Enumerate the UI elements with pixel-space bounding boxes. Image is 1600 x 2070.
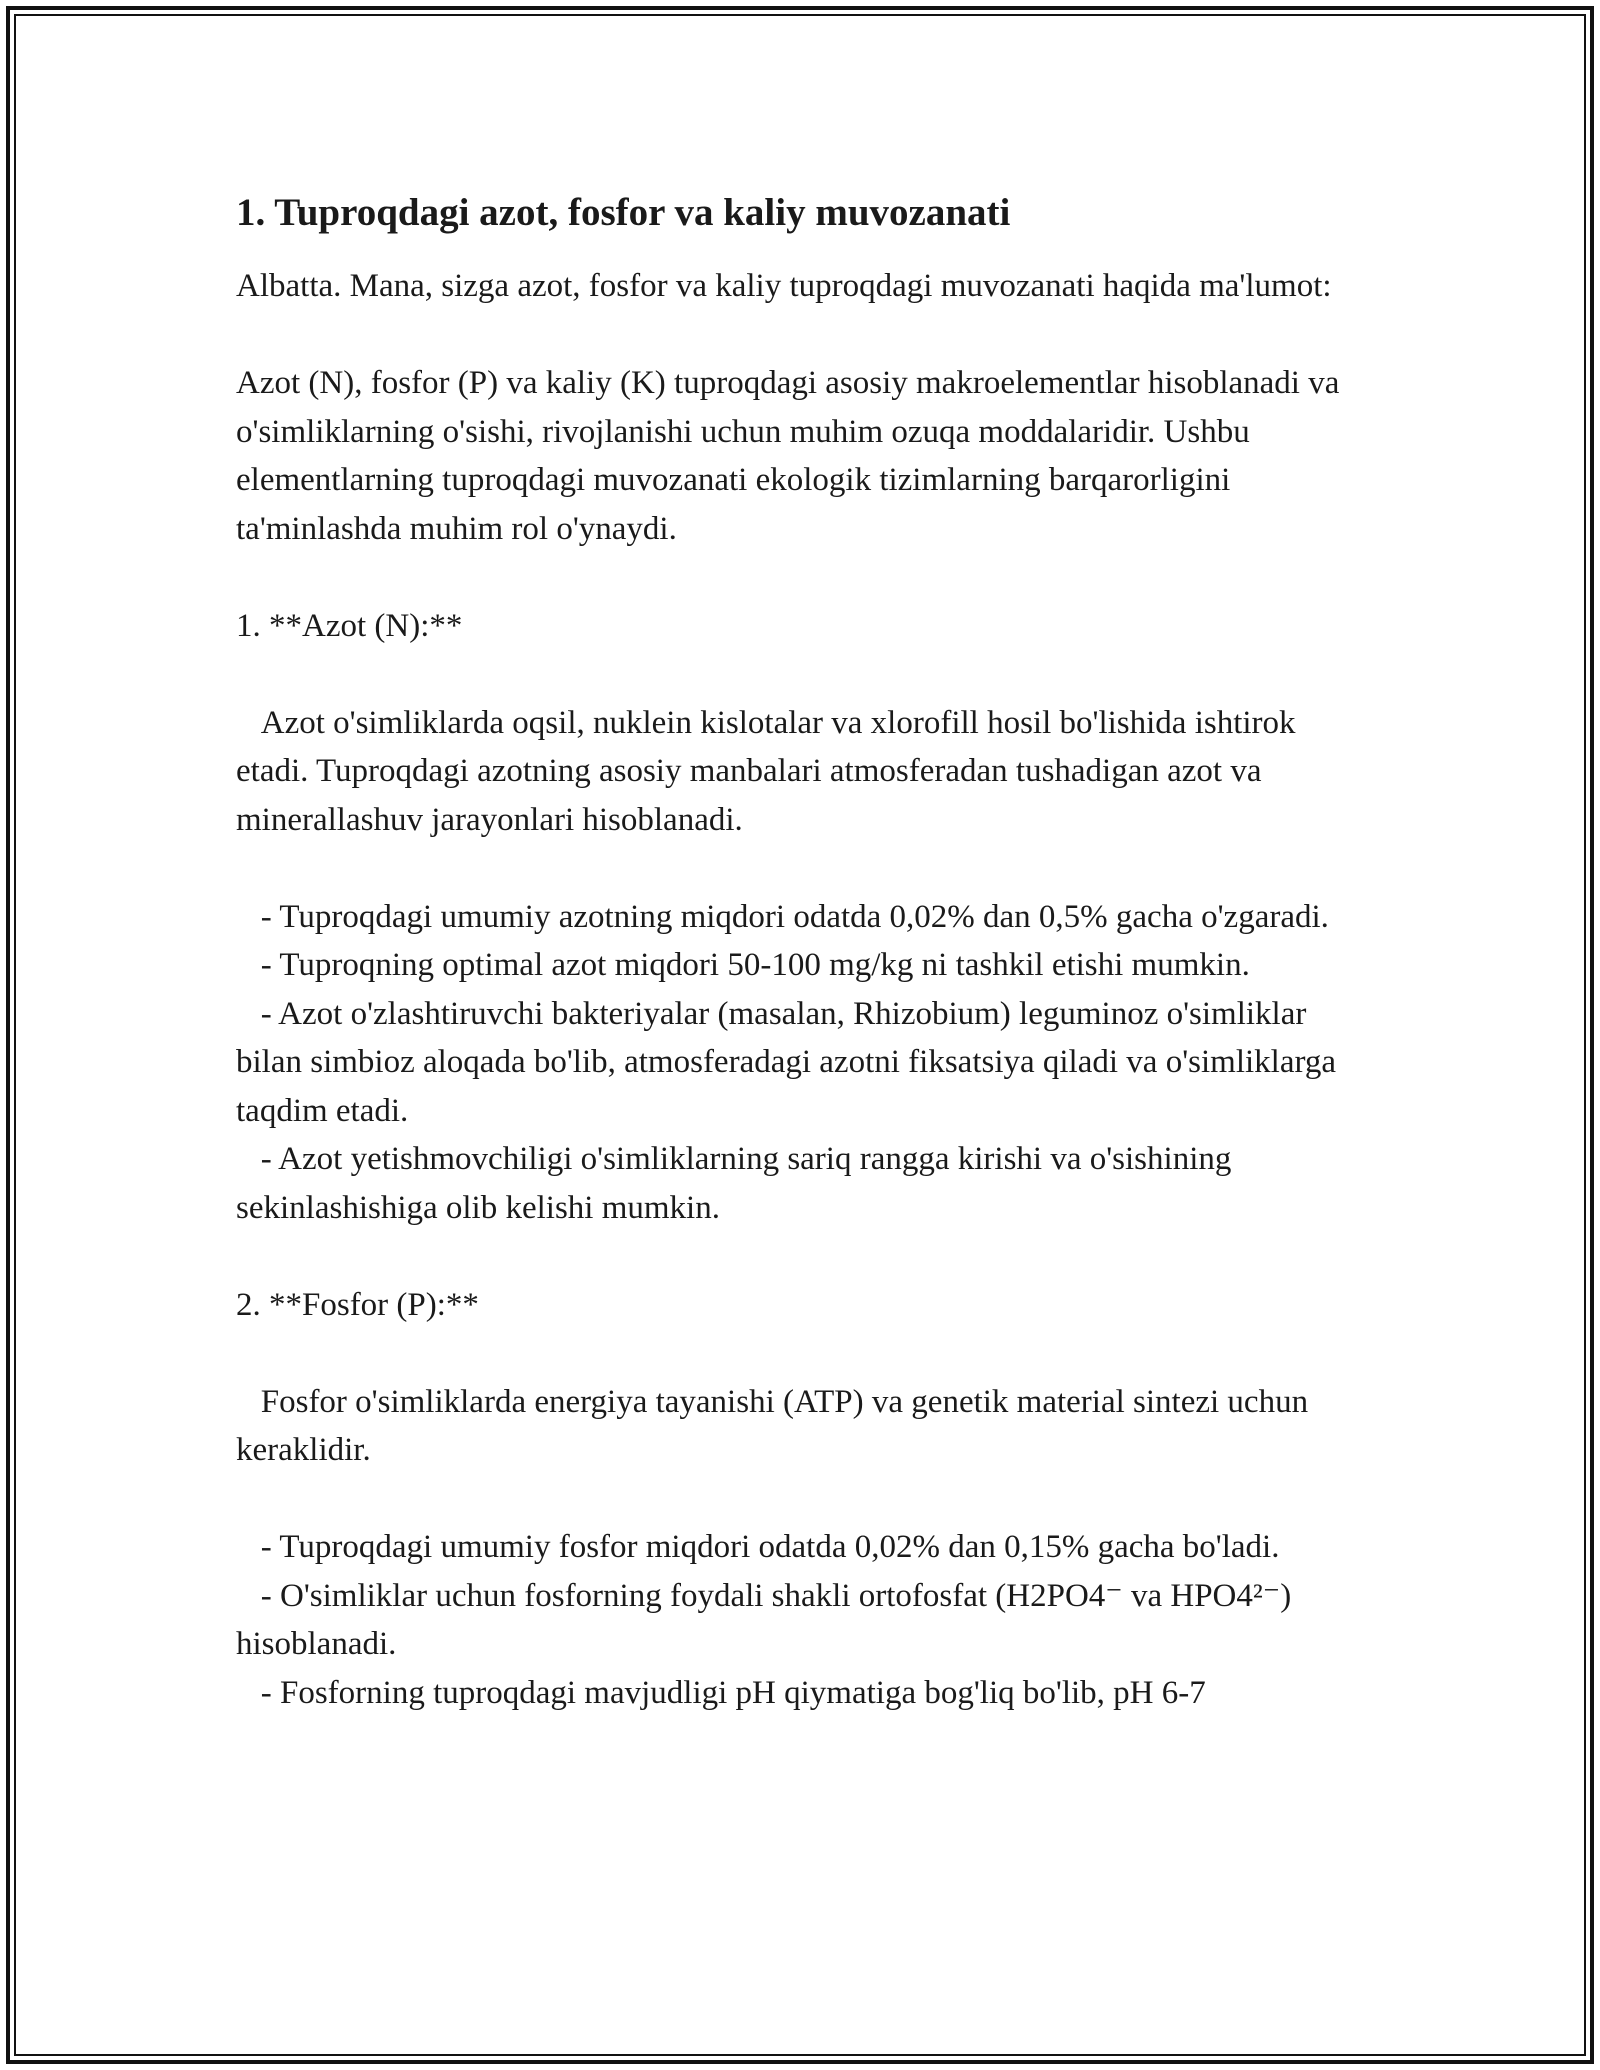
overview-paragraph: Azot (N), fosfor (P) va kaliy (K) tuproqdagi asosiy makroelementlar hisoblanadi va o'simliklarning o'sishi, rivojlanishi uchun muhim ozuqa moddalaridir. Ushbu elementlarning tuproqdagi muvozanati ekologik tizimlarning barqarorligini ta'minlashda muhim rol o'ynaydi. xyxy=(236,365,1348,547)
spacer xyxy=(236,650,1376,699)
page-title: 1. Tuproqdagi azot, fosfor va kaliy muvozanati xyxy=(236,191,1011,234)
intro-paragraph: Albatta. Mana, sizga azot, fosfor va kaliy tuproqdagi muvozanati haqida ma'lumot: xyxy=(236,268,1332,304)
list-item: - Azot o'zlashtiruvchi bakteriyalar (masalan, Rhizobium) leguminoz o'simliklar bilan simbioz aloqada bo'lib, atmosferadagi azotni fiksatsiya qiladi va o'simliklarga taqdim etadi. xyxy=(236,995,1345,1129)
list-item: - Tuproqdagi umumiy azotning miqdori odatda 0,02% dan 0,5% gacha o'zgaradi. xyxy=(236,898,1329,935)
list-item: - Fosforning tuproqdagi mavjudligi pH qiymatiga bog'liq bo'lib, pH 6-7 xyxy=(236,1674,1206,1711)
spacer xyxy=(236,844,1376,893)
section-heading-azot: 1. **Azot (N):** xyxy=(236,607,463,644)
list-item: - Tuproqdagi umumiy fosfor miqdori odatda 0,02% dan 0,15% gacha bo'ladi. xyxy=(236,1529,1280,1565)
spacer xyxy=(236,311,1376,360)
spacer xyxy=(236,1475,1376,1524)
spacer xyxy=(236,1232,1376,1281)
section-heading-fosfor: 2. **Fosfor (P):** xyxy=(236,1286,479,1323)
spacer xyxy=(236,1329,1376,1378)
document-body xyxy=(236,188,1376,1717)
list-item: - Tuproqning optimal azot miqdori 50-100 mg/kg ni tashkil etishi mumkin. xyxy=(236,947,1250,983)
azot-description: Azot o'simliklarda oqsil, nuklein kislotalar va xlorofill hosil bo'lishida ishtirok etadi. Tuproqdagi azotning asosiy manbalari atmosferadan tushadigan azot va minerallashuv jarayonlari hisoblanadi. xyxy=(236,704,1304,838)
list-item: - Azot yetishmovchiligi o'simliklarning sariq rangga kirishi va o'sishining sekinlashishiga olib kelishi mumkin. xyxy=(236,1141,1240,1226)
fosfor-description: Fosfor o'simliklarda energiya tayanishi (ATP) va genetik material sintezi uchun keraklidir. xyxy=(236,1383,1317,1468)
list-item: - O'simliklar uchun fosforning foydali shakli ortofosfat (H2PO4⁻ va HPO4²⁻) hisoblanadi. xyxy=(236,1577,1300,1662)
spacer xyxy=(236,553,1376,602)
